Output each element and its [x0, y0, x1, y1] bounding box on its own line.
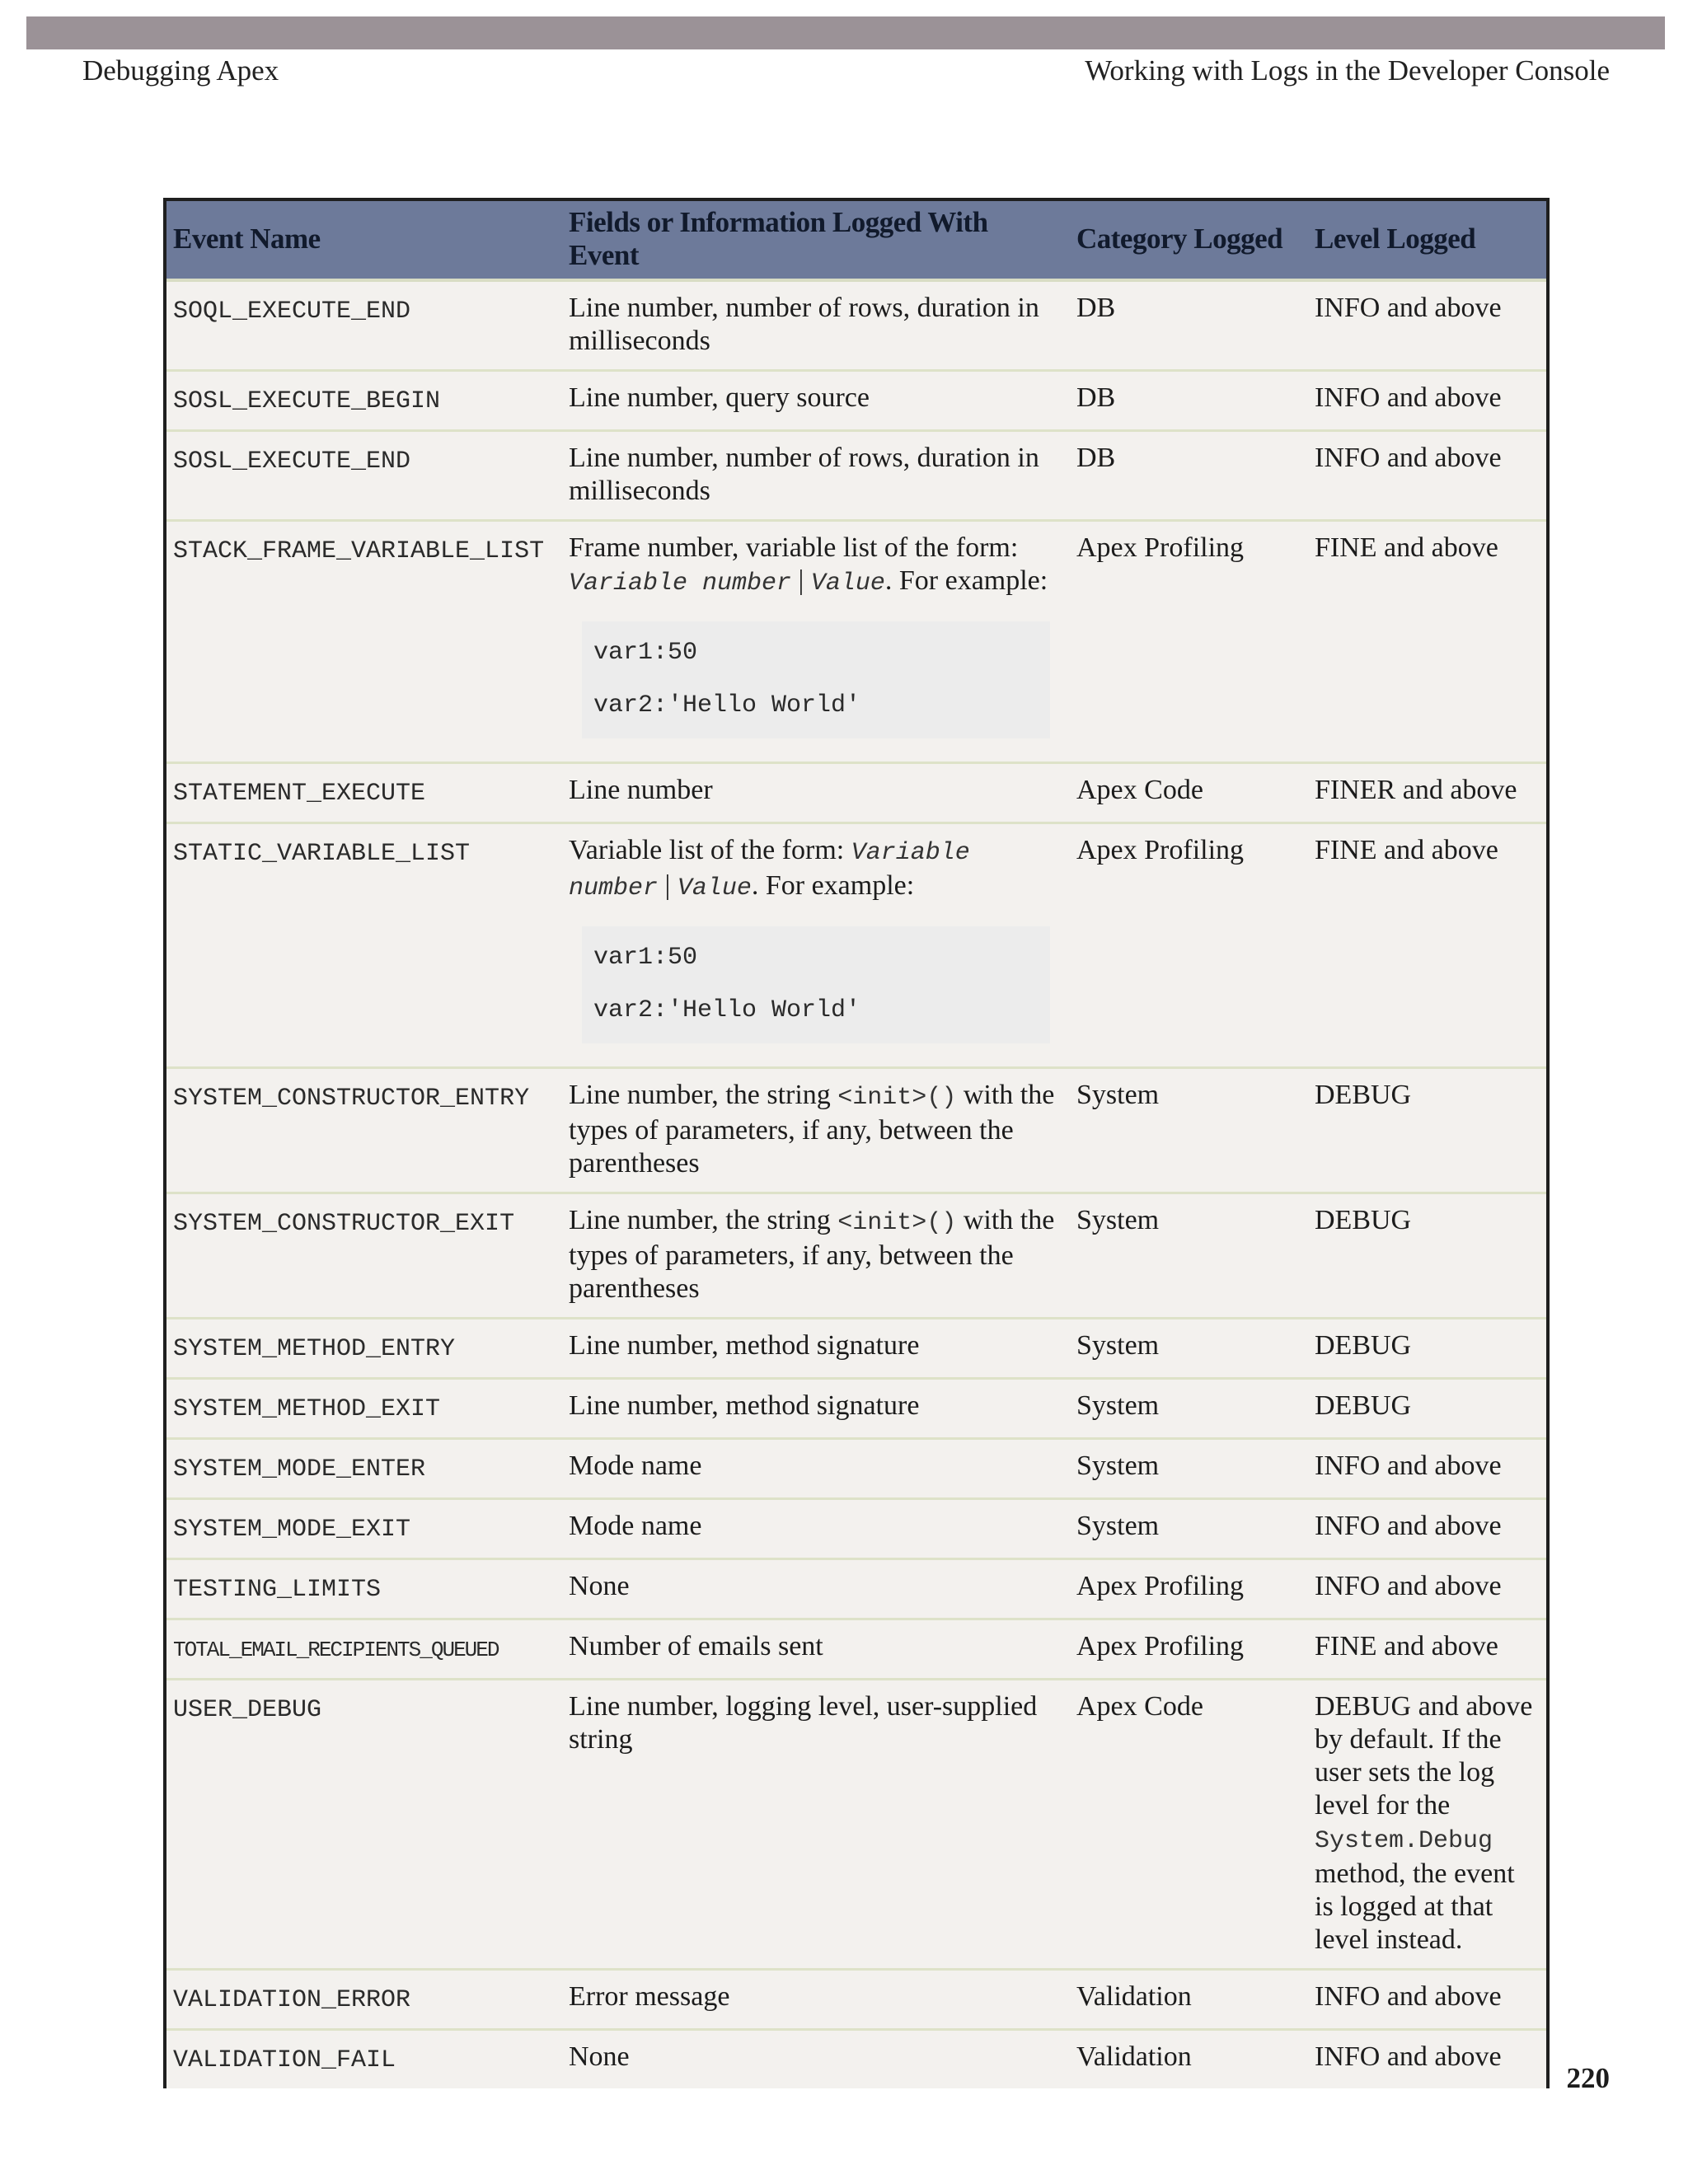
event-name-cell: TESTING_LIMITS [166, 1559, 562, 1619]
event-name-cell: SYSTEM_CONSTRUCTOR_EXIT [166, 1193, 562, 1319]
level-cell: FINE and above [1308, 1619, 1546, 1680]
level-text-pre: DEBUG and above by default. If the user sets the log level for the [1315, 1691, 1533, 1821]
fields-text [569, 834, 1063, 905]
fields-code-value: Value [677, 874, 752, 902]
fields-cell [562, 1068, 1070, 1193]
table-row [166, 1619, 1546, 1680]
event-name-cell: SYSTEM_CONSTRUCTOR_ENTRY [166, 1068, 562, 1193]
category-cell: System [1070, 1439, 1308, 1499]
level-cell [1308, 1680, 1546, 1970]
level-cell: DEBUG [1308, 1379, 1546, 1439]
table-row [166, 823, 1546, 1068]
level-code: System.Debug [1315, 1827, 1493, 1855]
table-row [166, 1319, 1546, 1379]
fields-cell: Number of emails sent [562, 1619, 1070, 1680]
fields-cell: Mode name [562, 1439, 1070, 1499]
category-cell: System [1070, 1499, 1308, 1559]
level-cell: INFO and above [1308, 1559, 1546, 1619]
event-name-cell: SYSTEM_METHOD_EXIT [166, 1379, 562, 1439]
fields-cell: None [562, 2030, 1070, 2089]
fields-cell: Line number, number of rows, duration in milliseconds [562, 431, 1070, 521]
fields-code-variable: Variable number [569, 569, 792, 598]
category-cell: System [1070, 1193, 1308, 1319]
fields-code-variable: Variable number [569, 839, 970, 902]
fields-code-value: Value [810, 569, 885, 598]
fields-cell: Line number [562, 763, 1070, 823]
fields-cell: Mode name [562, 1499, 1070, 1559]
table-row [166, 1193, 1546, 1319]
event-name-cell: VALIDATION_ERROR [166, 1970, 562, 2030]
table-row [166, 1499, 1546, 1559]
fields-cell [562, 1193, 1070, 1319]
fields-cell: Line number, method signature [562, 1319, 1070, 1379]
top-bar [26, 16, 1665, 49]
fields-cell: Error message [562, 1970, 1070, 2030]
column-header-level: Level Logged [1308, 201, 1546, 280]
fields-text-post: . For example: [884, 565, 1048, 596]
event-name-cell: SOSL_EXECUTE_END [166, 431, 562, 521]
category-cell: DB [1070, 371, 1308, 431]
event-table-wrapper [163, 198, 1550, 2088]
fields-cell: Line number, query source [562, 371, 1070, 431]
category-cell: System [1070, 1319, 1308, 1379]
event-name-cell: SYSTEM_MODE_ENTER [166, 1439, 562, 1499]
level-text-post: method, the event is logged at that level instead. [1315, 1858, 1515, 1955]
level-cell: INFO and above [1308, 1499, 1546, 1559]
event-table [166, 201, 1546, 2088]
page-number: 220 [1566, 2062, 1610, 2094]
category-cell: Validation [1070, 1970, 1308, 2030]
level-cell: INFO and above [1308, 1439, 1546, 1499]
level-cell: DEBUG [1308, 1319, 1546, 1379]
fields-cell [562, 521, 1070, 763]
column-header-category: Category Logged [1070, 201, 1308, 280]
code-line: var1:50 [593, 944, 698, 972]
level-cell: INFO and above [1308, 280, 1546, 371]
event-name-cell: SYSTEM_MODE_EXIT [166, 1499, 562, 1559]
category-cell: Validation [1070, 2030, 1308, 2089]
header-chapter-title: Working with Logs in the Developer Console [1085, 54, 1610, 87]
event-name-cell: VALIDATION_FAIL [166, 2030, 562, 2089]
table-row [166, 521, 1546, 763]
level-cell: INFO and above [1308, 431, 1546, 521]
fields-text [569, 532, 1063, 600]
table-row [166, 2030, 1546, 2089]
category-cell: Apex Code [1070, 1680, 1308, 1970]
fields-text-post: . For example: [751, 870, 915, 901]
event-name-cell: SYSTEM_METHOD_ENTRY [166, 1319, 562, 1379]
table-row [166, 431, 1546, 521]
table-row [166, 1068, 1546, 1193]
event-name-cell: TOTAL_EMAIL_RECIPIENTS_QUEUED [166, 1619, 562, 1680]
fields-cell: Line number, method signature [562, 1379, 1070, 1439]
category-cell: Apex Profiling [1070, 521, 1308, 763]
code-line: var2:'Hello World' [593, 996, 861, 1024]
level-cell: DEBUG [1308, 1193, 1546, 1319]
column-header-event-name: Event Name [166, 201, 562, 280]
table-row [166, 1439, 1546, 1499]
category-cell: DB [1070, 431, 1308, 521]
code-example [582, 926, 1050, 1043]
fields-text-pre: Frame number, variable list of the form: [569, 532, 1019, 563]
level-cell: INFO and above [1308, 1970, 1546, 2030]
table-row [166, 1559, 1546, 1619]
table-row [166, 763, 1546, 823]
fields-cell: Line number, logging level, user-supplied string [562, 1680, 1070, 1970]
fields-separator: | [791, 565, 811, 596]
category-cell: Apex Profiling [1070, 1619, 1308, 1680]
code-line: var1:50 [593, 639, 698, 667]
fields-cell [562, 823, 1070, 1068]
fields-text-post: with the types of parameters, if any, between the parentheses [569, 1080, 1055, 1179]
level-cell: INFO and above [1308, 371, 1546, 431]
table-row [166, 371, 1546, 431]
fields-code: <init>() [837, 1209, 957, 1237]
fields-code: <init>() [837, 1084, 957, 1112]
table-row [166, 1379, 1546, 1439]
code-line: var2:'Hello World' [593, 691, 861, 719]
level-cell: FINE and above [1308, 823, 1546, 1068]
column-header-fields: Fields or Information Logged With Event [562, 201, 1070, 280]
fields-text-post: with the types of parameters, if any, between the parentheses [569, 1205, 1055, 1304]
event-name-cell: STATIC_VARIABLE_LIST [166, 823, 562, 1068]
header-section-title: Debugging Apex [82, 54, 279, 87]
level-cell: DEBUG [1308, 1068, 1546, 1193]
fields-separator: | [658, 870, 678, 901]
table-row [166, 280, 1546, 371]
category-cell: Apex Profiling [1070, 823, 1308, 1068]
category-cell: Apex Profiling [1070, 1559, 1308, 1619]
level-cell: FINE and above [1308, 521, 1546, 763]
fields-text-pre: Line number, the string [569, 1080, 838, 1110]
fields-cell: None [562, 1559, 1070, 1619]
fields-text-pre: Variable list of the form: [569, 835, 851, 865]
category-cell: System [1070, 1068, 1308, 1193]
fields-text-pre: Line number, the string [569, 1205, 838, 1235]
table-row [166, 1680, 1546, 1970]
fields-cell: Line number, number of rows, duration in milliseconds [562, 280, 1070, 371]
table-row [166, 1970, 1546, 2030]
level-cell: INFO and above [1308, 2030, 1546, 2089]
event-name-cell: SOQL_EXECUTE_END [166, 280, 562, 371]
code-example [582, 621, 1050, 738]
category-cell: Apex Code [1070, 763, 1308, 823]
event-name-cell: USER_DEBUG [166, 1680, 562, 1970]
event-name-cell: STACK_FRAME_VARIABLE_LIST [166, 521, 562, 763]
table-header-row [166, 201, 1546, 280]
event-name-cell: STATEMENT_EXECUTE [166, 763, 562, 823]
level-cell: FINER and above [1308, 763, 1546, 823]
event-name-cell: SOSL_EXECUTE_BEGIN [166, 371, 562, 431]
category-cell: System [1070, 1379, 1308, 1439]
category-cell: DB [1070, 280, 1308, 371]
